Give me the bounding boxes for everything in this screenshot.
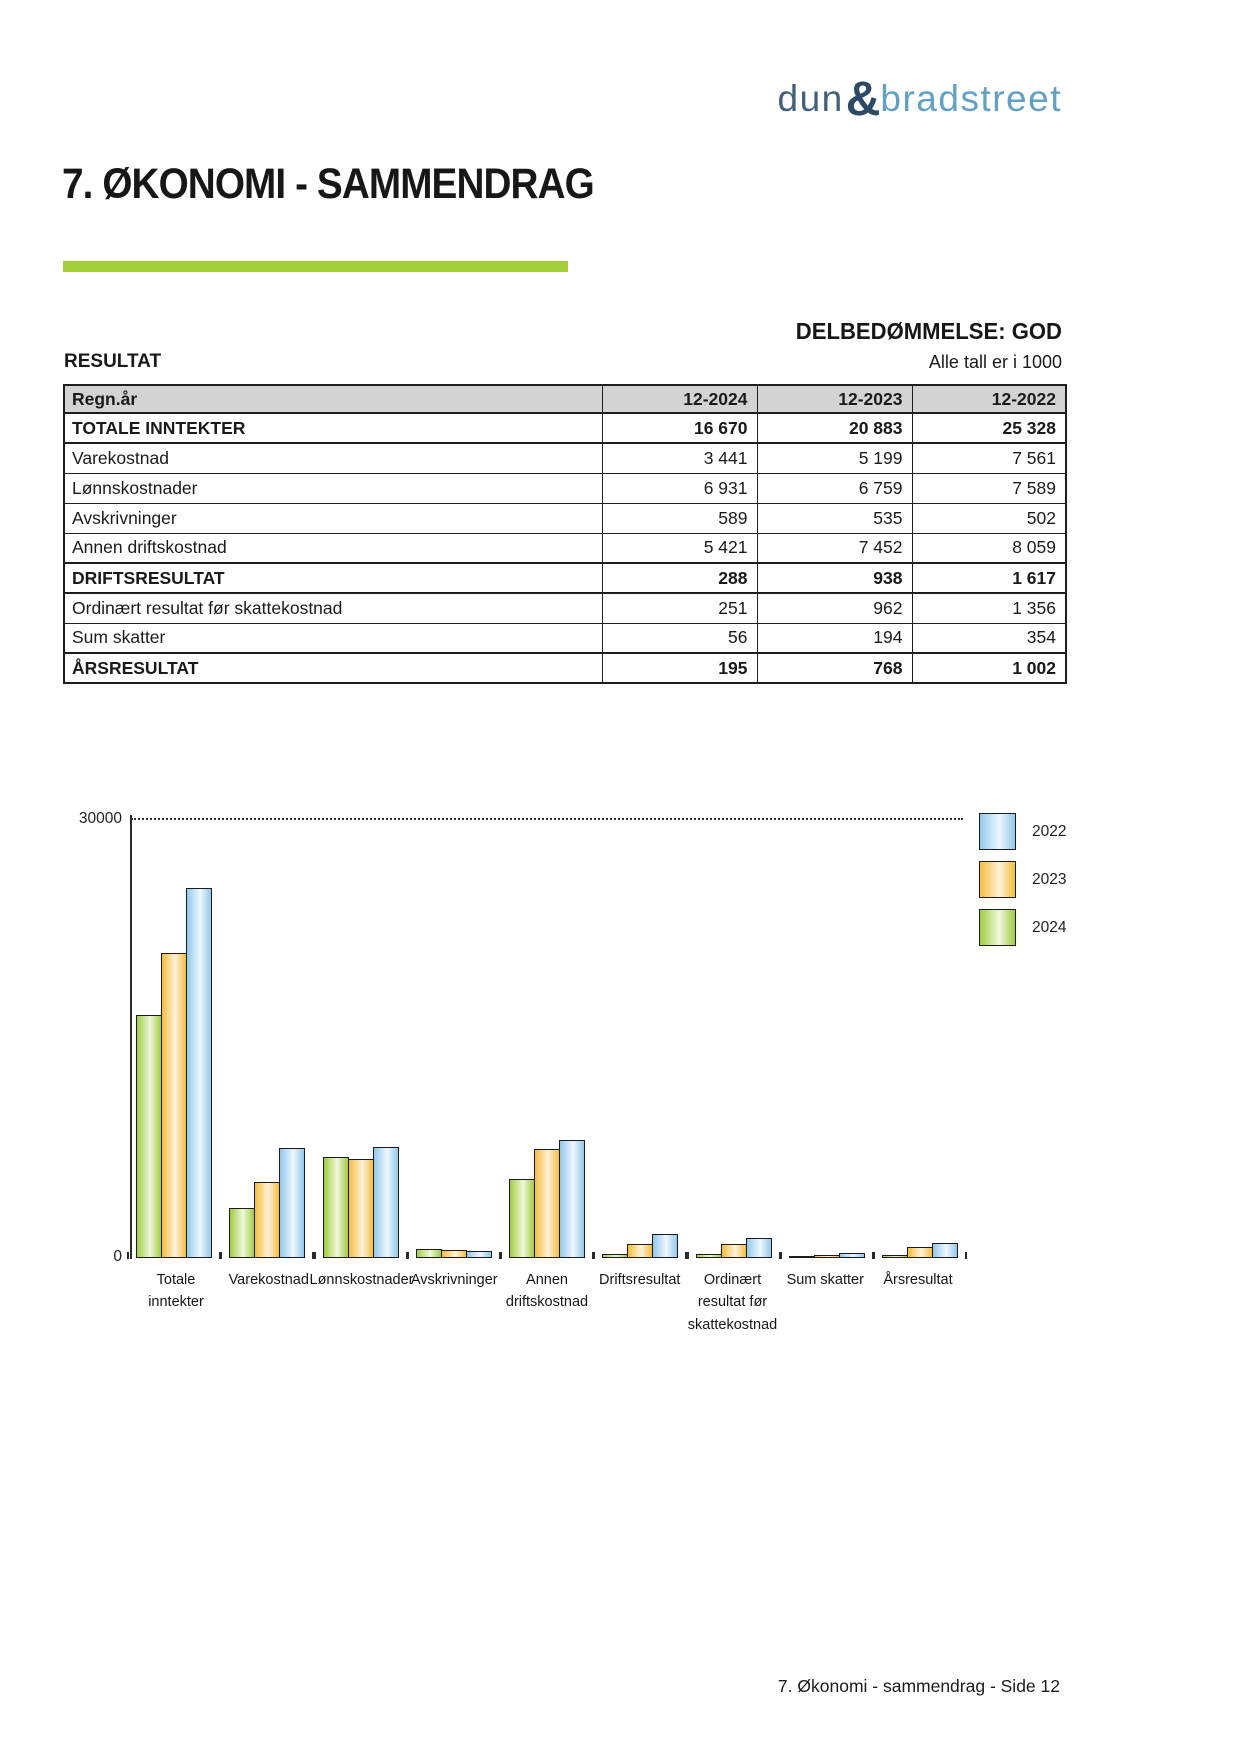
table-row: [64, 563, 1066, 593]
bar-group: [133, 888, 215, 1258]
bar-2024: [136, 1015, 162, 1258]
category-label: Totale inntekter: [148, 1272, 204, 1311]
bar-chart: [0, 780, 1241, 1420]
category-label: Ordinært resultat før skattekostnad: [687, 1272, 778, 1333]
bar-group: [599, 1234, 681, 1258]
table-cell-value: 6 931: [602, 473, 757, 503]
bar-group: [506, 1140, 588, 1258]
table-row: [64, 653, 1066, 683]
bar-group: [320, 1147, 402, 1258]
category-label: Varekostnad: [228, 1272, 309, 1288]
legend-swatch-2024: [979, 909, 1016, 946]
bar-2024: [602, 1254, 628, 1258]
category-label: Lønnskostnader: [309, 1272, 414, 1288]
table-cell-value: 7 561: [912, 443, 1066, 473]
legend-label: 2022: [1032, 822, 1067, 840]
table-cell-value: 195: [602, 653, 757, 683]
table-cell-label: Ordinært resultat før skattekostnad: [64, 593, 602, 623]
category-label: Årsresultat: [883, 1272, 953, 1288]
bar-group: [879, 1243, 961, 1258]
table-cell-value: 7 452: [757, 533, 912, 563]
table-cell-label: Sum skatter: [64, 623, 602, 653]
table-cell-label: Varekostnad: [64, 443, 602, 473]
table-cell-value: 16 670: [602, 413, 757, 443]
bar-2022: [466, 1251, 492, 1258]
table-cell-label: TOTALE INNTEKTER: [64, 413, 602, 443]
legend-label: 2024: [1032, 918, 1067, 936]
bar-2024: [323, 1157, 349, 1258]
page-title: 7. ØKONOMI - SAMMENDRAG: [62, 160, 594, 208]
legend-item-2022: [979, 813, 1066, 850]
table-cell-value: 962: [757, 593, 912, 623]
bar-2023: [534, 1149, 560, 1258]
table-cell-value: 1 356: [912, 593, 1066, 623]
table-cell-value: 768: [757, 653, 912, 683]
results-table: [63, 384, 1067, 684]
table-cell-value: 3 441: [602, 443, 757, 473]
table-row: [64, 533, 1066, 563]
bar-2024: [696, 1254, 722, 1258]
y-axis-tick-0: 0: [113, 1248, 122, 1265]
bar-group: [226, 1148, 308, 1258]
table-header-cell: 12-2023: [757, 385, 912, 413]
table-row: [64, 473, 1066, 503]
dun-bradstreet-logo: [0, 68, 1062, 126]
y-axis-tick-30000: 30000: [78, 810, 122, 827]
category-axis-labels: [133, 1269, 961, 1336]
bar-2022: [932, 1243, 958, 1258]
table-cell-label: DRIFTSRESULTAT: [64, 563, 602, 593]
table-cell-label: Avskrivninger: [64, 503, 602, 533]
title-underline: [63, 261, 568, 272]
bar-2023: [814, 1255, 840, 1258]
bar-2024: [416, 1249, 442, 1258]
bar-2023: [254, 1182, 280, 1258]
bar-group: [693, 1238, 775, 1258]
bar-2022: [186, 888, 212, 1258]
bar-2023: [721, 1244, 747, 1258]
category-label: Annen driftskostnad: [505, 1272, 589, 1311]
table-cell-value: 8 059: [912, 533, 1066, 563]
table-header-row: [64, 385, 1066, 413]
table-row: [64, 503, 1066, 533]
bar-2022: [839, 1253, 865, 1258]
bar-2023: [161, 953, 187, 1258]
y-axis-line: [130, 815, 132, 1259]
bar-2022: [559, 1140, 585, 1258]
legend-label: 2023: [1032, 870, 1067, 888]
table-header-cell: 12-2022: [912, 385, 1066, 413]
bar-2024: [882, 1255, 908, 1258]
table-cell-value: 25 328: [912, 413, 1066, 443]
table-row: [64, 443, 1066, 473]
page-footer: 7. Økonomi - sammendrag - Side 12: [777, 1676, 1060, 1696]
bar-group: [413, 1249, 495, 1258]
category-label: Sum skatter: [786, 1272, 864, 1288]
table-cell-value: 251: [602, 593, 757, 623]
legend-swatch-2022: [979, 813, 1016, 850]
bar-2022: [652, 1234, 678, 1258]
table-cell-label: ÅRSRESULTAT: [64, 653, 602, 683]
table-header-cell: 12-2024: [602, 385, 757, 413]
bar-2023: [441, 1250, 467, 1258]
bar-group: [786, 1253, 868, 1258]
logo-word-bradstreet: bradstreet: [880, 78, 1062, 119]
legend-item-2024: [979, 909, 1066, 946]
table-cell-value: 20 883: [757, 413, 912, 443]
bar-2024: [509, 1179, 535, 1258]
bar-2023: [627, 1244, 653, 1258]
table-cell-value: 938: [757, 563, 912, 593]
bar-2023: [348, 1159, 374, 1258]
legend-item-2023: [979, 861, 1066, 898]
bar-2023: [907, 1247, 933, 1258]
table-cell-value: 354: [912, 623, 1066, 653]
table-cell-value: 589: [602, 503, 757, 533]
bar-2022: [279, 1148, 305, 1258]
bar-2024: [789, 1256, 815, 1258]
chart-legend: [979, 813, 1066, 957]
bar-2022: [746, 1238, 772, 1258]
logo-word-dun: dun: [777, 78, 844, 119]
logo-ampersand-icon: &: [845, 73, 881, 126]
table-cell-value: 56: [602, 623, 757, 653]
bar-2022: [373, 1147, 399, 1258]
rating-heading: DELBEDØMMELSE: GOD: [795, 318, 1062, 344]
category-label: Avskrivninger: [410, 1272, 498, 1288]
table-cell-value: 6 759: [757, 473, 912, 503]
category-label: Driftsresultat: [599, 1272, 681, 1288]
legend-swatch-2023: [979, 861, 1016, 898]
table-row: [64, 623, 1066, 653]
section-label: RESULTAT: [64, 351, 162, 372]
table-cell-value: 1 617: [912, 563, 1066, 593]
table-cell-label: Annen driftskostnad: [64, 533, 602, 563]
table-row: [64, 593, 1066, 623]
table-cell-value: 5 421: [602, 533, 757, 563]
table-cell-value: 288: [602, 563, 757, 593]
table-cell-value: 5 199: [757, 443, 912, 473]
table-row: [64, 413, 1066, 443]
table-cell-value: 1 002: [912, 653, 1066, 683]
table-cell-value: 535: [757, 503, 912, 533]
table-cell-value: 7 589: [912, 473, 1066, 503]
units-note: Alle tall er i 1000: [928, 352, 1062, 372]
table-cell-value: 502: [912, 503, 1066, 533]
bar-2024: [229, 1208, 255, 1258]
table-cell-label: Lønnskostnader: [64, 473, 602, 503]
table-cell-value: 194: [757, 623, 912, 653]
plot-area: [133, 820, 961, 1258]
table-header-cell: Regn.år: [64, 385, 602, 413]
